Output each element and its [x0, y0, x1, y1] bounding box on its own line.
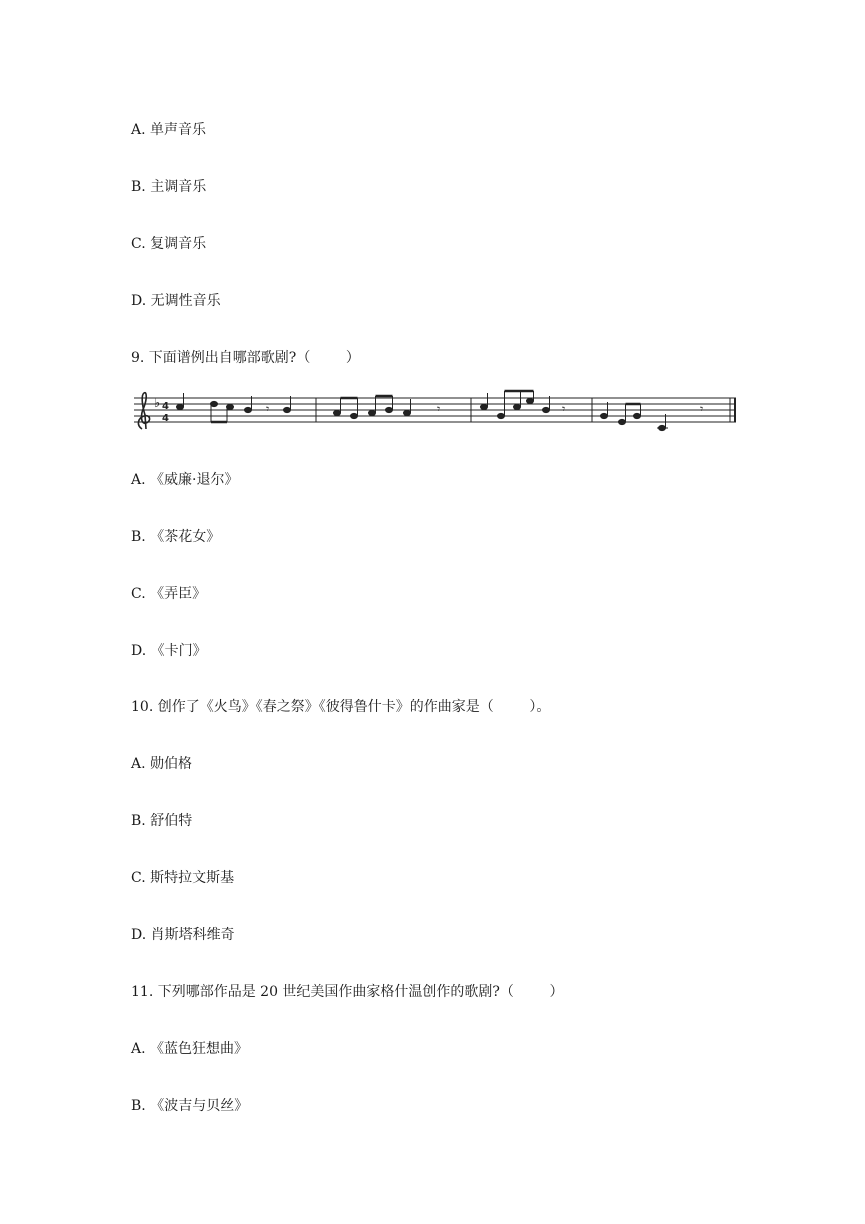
svg-text:4: 4 [162, 413, 169, 424]
option-b: B. 主调音乐 [131, 179, 207, 195]
option-b: B. 舒伯特 [131, 813, 193, 829]
svg-text:𝄾: 𝄾 [266, 402, 270, 416]
option-d: D. 《卡门》 [131, 643, 207, 659]
option-a: A. 勋伯格 [131, 756, 193, 772]
svg-text:4: 4 [162, 401, 169, 412]
svg-text:𝄾: 𝄾 [437, 402, 441, 416]
option-b: B. 《波吉与贝丝》 [131, 1098, 249, 1114]
svg-text:♭: ♭ [154, 396, 161, 411]
option-d: D. 无调性音乐 [131, 293, 221, 309]
question-11-text: 11. 下列哪部作品是 20 世纪美国作曲家格什温创作的歌剧?（ ） [131, 984, 564, 1000]
question-10-text: 10. 创作了《火鸟》《春之祭》《彼得鲁什卡》的作曲家是（ ）。 [131, 699, 551, 715]
svg-text:𝄾: 𝄾 [562, 402, 566, 416]
music-score-image [132, 385, 738, 435]
option-c: C. 斯特拉文斯基 [131, 870, 235, 886]
option-a: A. 《威廉·退尔》 [131, 472, 239, 488]
option-c: C. 复调音乐 [131, 236, 207, 252]
question-9-text: 9. 下面谱例出自哪部歌剧?（ ） [131, 350, 360, 366]
svg-text:𝄾: 𝄾 [700, 402, 704, 416]
option-c: C. 《弄臣》 [131, 586, 207, 602]
option-d: D. 肖斯塔科维奇 [131, 927, 235, 943]
option-a: A. 单声音乐 [131, 122, 207, 138]
option-a: A. 《蓝色狂想曲》 [131, 1041, 249, 1057]
option-b: B. 《茶花女》 [131, 529, 221, 545]
